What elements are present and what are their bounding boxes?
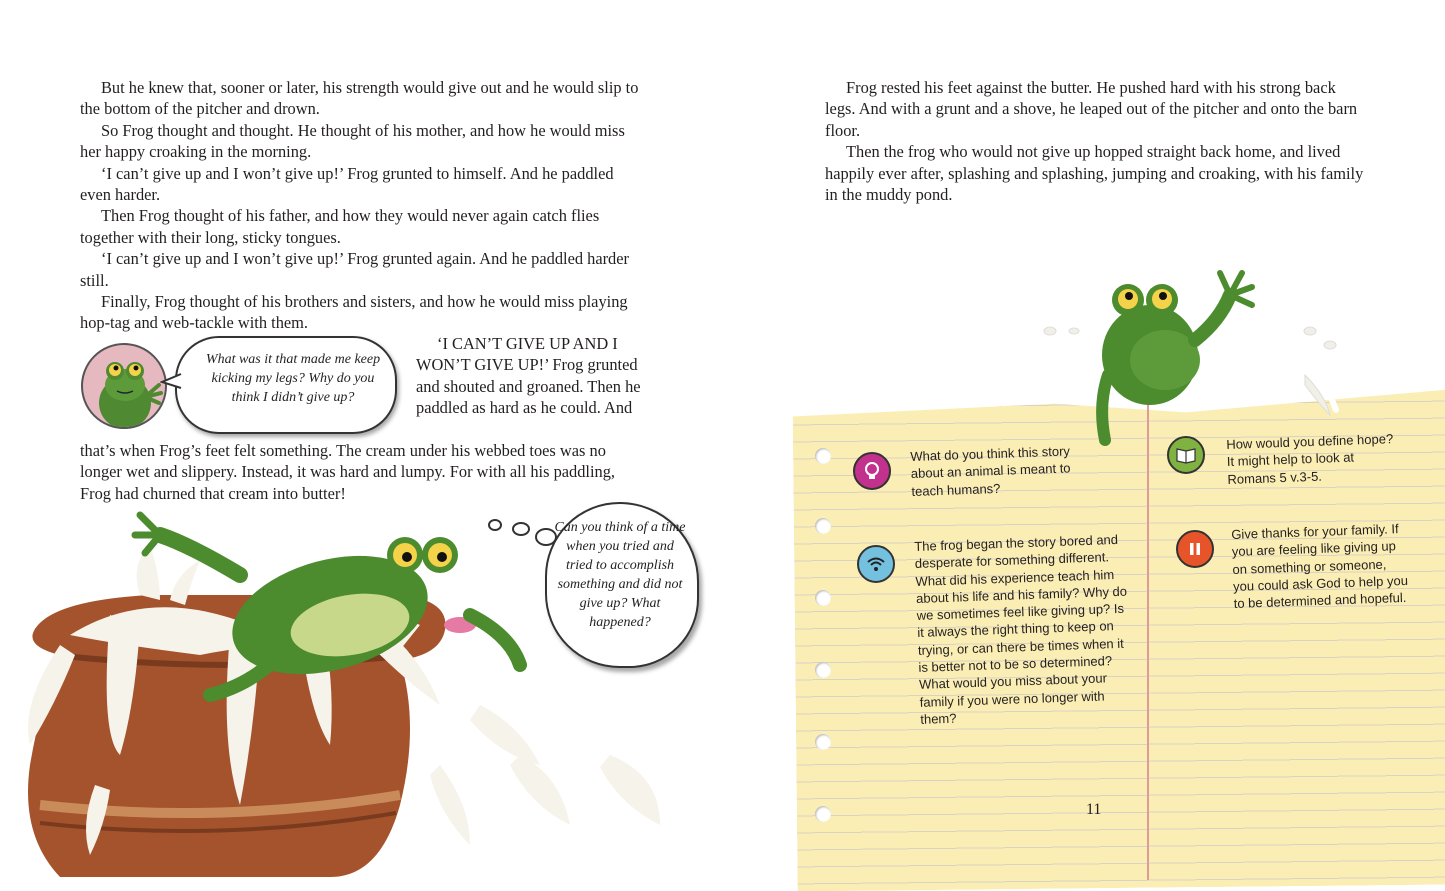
story-text-top [80,77,640,334]
story-paragraph: ‘I can’t give up and I won’t give up!’ Frog grunted to himself. And he paddled even harder. [80,163,614,205]
lightbulb-icon [853,452,891,490]
story-text-right [825,77,1370,205]
story-paragraph: ‘I can’t give up and I won’t give up!’ Frog grunted again. And he paddled harder still. [80,249,629,290]
book-icon [1167,436,1205,474]
binder-hole [815,518,831,534]
binder-hole [815,806,831,822]
story-text-bottom [80,440,640,504]
question-text: How would you define hope? It might help to look at Romans 5 v.3-5. [1226,431,1394,487]
thought-bubble-dot [512,522,530,536]
story-paragraph: Frog rested his feet against the butter. He pushed hard with his strong back legs. And with a grunt and a shove, he leaped out of the pitcher and onto the barn floor. [825,78,1358,140]
story-paragraph: Then the frog who would not give up hopped straight back home, and lived happily ever after, splashing and splashing, jumping and croaking, with his family in the muddy pond. [825,142,1364,205]
binder-hole [815,590,831,606]
speech-bubble-tail [160,372,182,392]
pause-icon [1176,530,1214,568]
binder-hole [815,734,831,750]
notebook-margin-line [1147,380,1149,880]
wifi-icon [857,545,895,583]
binder-hole [815,662,831,678]
story-paragraph: Finally, Frog thought of his brothers and sisters, and how he would miss playing hop-tag and web-tackle with them. [80,292,628,333]
thought-bubble-text: Can you think of a time when you tried and tried to accomplish something and did not give up? What happened? [554,520,686,630]
frog-avatar [81,343,167,429]
question-text: What do you think this story about an animal is meant to teach humans? [910,443,1071,499]
story-paragraph: So Frog thought and thought. He thought of his mother, and how he would miss her happy croaking in the morning. [80,120,625,162]
question-text: The frog began the story bored and desperate for something different. What did his experience teach him about his life and his family? Why do we sometimes feel like giving up? Is it always the right thing to keep on trying, or can there be times when it is better not to be so determined? What would you miss about your family if you were no longer with them? [914,531,1128,727]
page-number: 11 [1086,801,1102,818]
story-paragraph: that’s when Frog’s feet felt something. The cream under his webbed toes was no longer wet and slippery. Instead, it was hard and lumpy. For with all his paddling, Frog had churned that cream into butter! [80,441,616,503]
binder-hole [815,448,831,464]
speech-bubble-text: What was it that made me keep kicking my legs? Why do you think I didn’t give up? [205,352,381,405]
question-text: Give thanks for your family. If you are feeling like giving up on something or someone, you could ask God to help you to be determined and hopeful. [1231,521,1409,612]
thought-bubble-dot [488,519,502,531]
story-paragraph: But he knew that, sooner or later, his strength would give out and he would slip to the bottom of the pitcher and drown. [80,78,639,119]
story-text-wrap [416,333,646,419]
story-paragraph: ‘I CAN’T GIVE UP AND I WON’T GIVE UP!’ Frog grunted and shouted and groaned. Then he paddled as hard as he could. And [416,334,641,418]
story-paragraph: Then Frog thought of his father, and how they would never again catch flies together with their long, sticky tongues. [80,206,600,247]
frog-peeking-illustration [1030,265,1350,455]
